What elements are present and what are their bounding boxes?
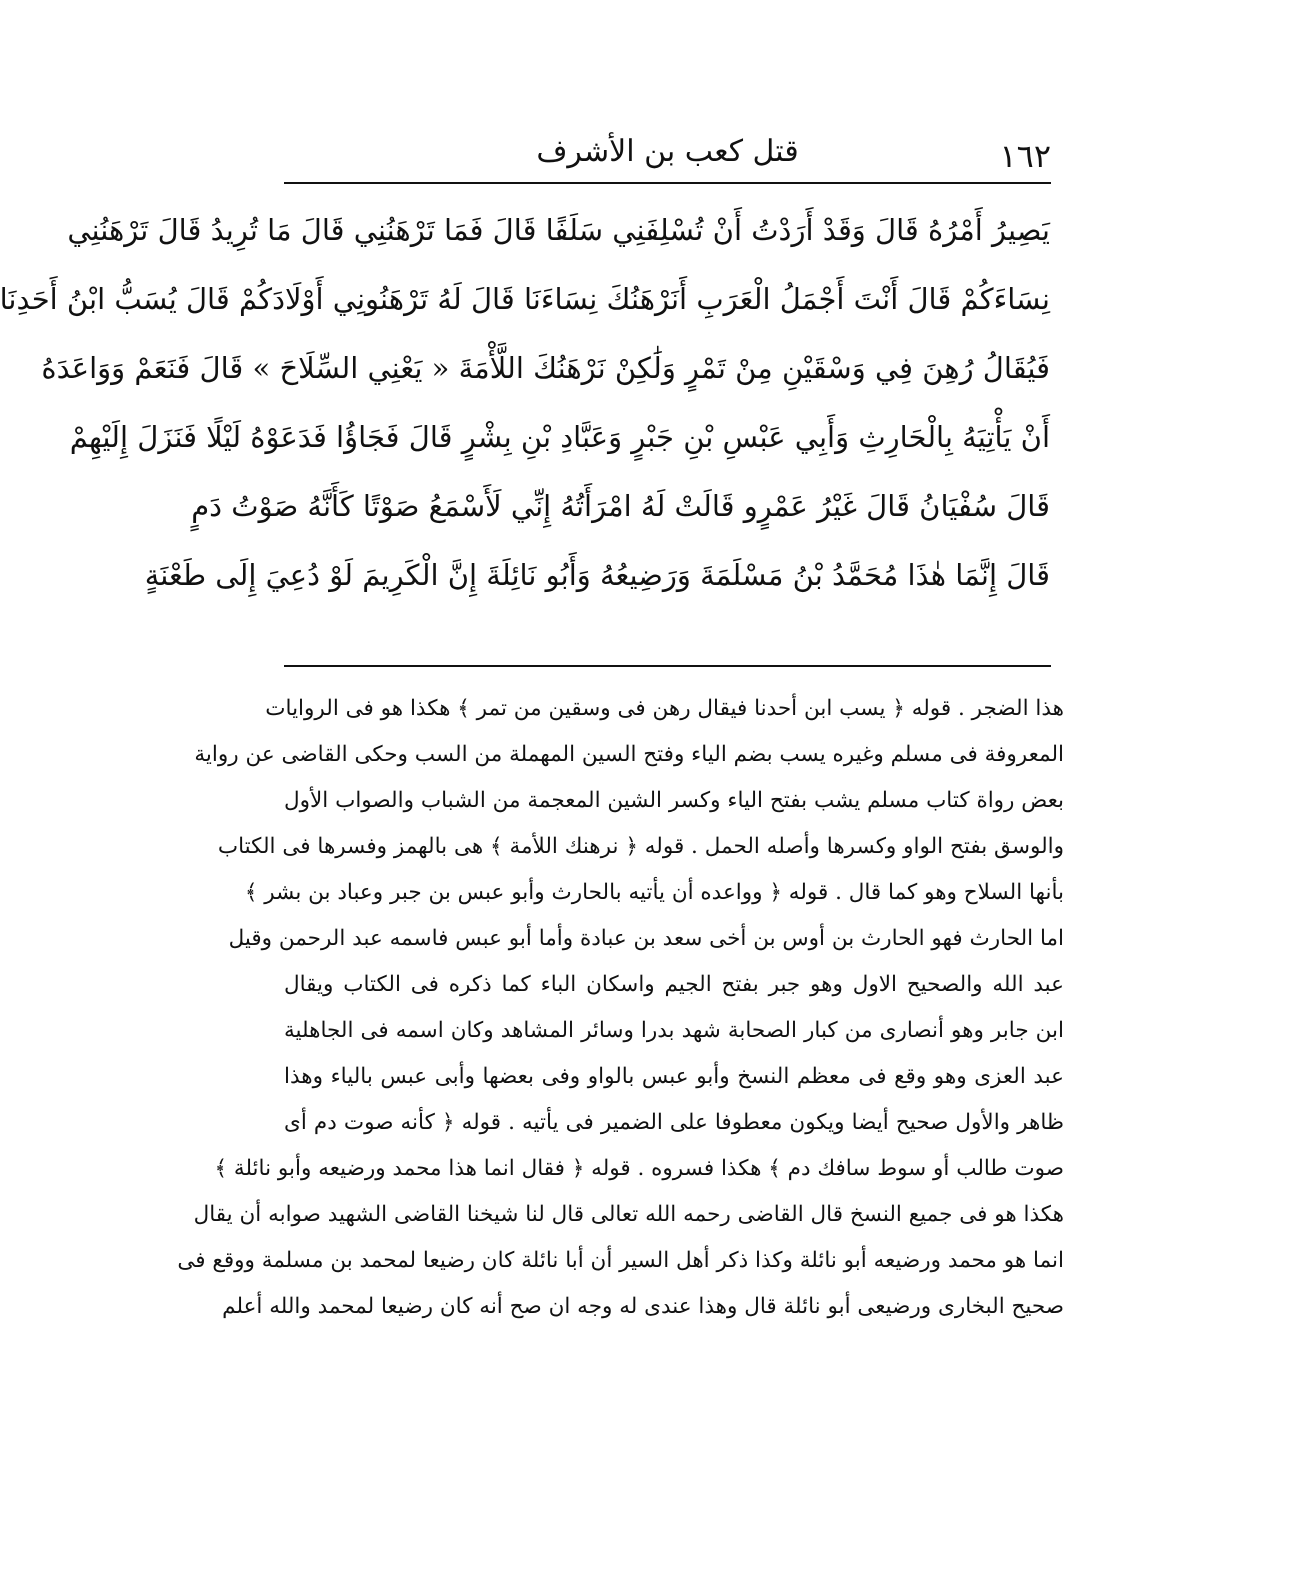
commentary-line: اما الحارث فهو الحارث بن أوس بن أخى سعد بن عبادة وأما أبو عبس فاسمه عبد الرحمن وقيل [228,926,1064,951]
hadith-line: يَصِيرُ أَمْرُهُ قَالَ وَقَدْ أَرَدْتُ أَنْ تُسْلِفَنِي سَلَفًا قَالَ فَمَا تَرْهَنُنِي قَالَ مَا تُرِيدُ قَالَ تَرْهَنُنِي [67,213,1050,247]
commentary-line: ابن جابر وهو أنصارى من كبار الصحابة شهد بدرا وسائر المشاهد وكان اسمه فى الجاهلية [284,1018,1064,1043]
commentary-line: عبد الله والصحيح الاول وهو جبر بفتح الجيم واسكان الباء كما ذكره فى الكتاب ويقال [284,972,1064,997]
hadith-line: قَالَ سُفْيَانُ قَالَ غَيْرُ عَمْرٍو قَالَتْ لَهُ امْرَأَتُهُ إِنِّي لَأَسْمَعُ صَوْتًا كَأَنَّهُ صَوْتُ دَمٍ [191,489,1050,523]
hadith-line: نِسَاءَكُمْ قَالَ أَنْتَ أَجْمَلُ الْعَرَبِ أَنَرْهَنُكَ نِسَاءَنَا قَالَ لَهُ تَرْهَنُونِي أَوْلَادَكُمْ قَالَ يُسَبُّ ابْنُ أَحَدِنَا [0,282,1050,316]
hadith-line: قَالَ إِنَّمَا هٰذَا مُحَمَّدُ بْنُ مَسْلَمَةَ وَرَضِيعُهُ وَأَبُو نَائِلَةَ إِنَّ الْكَرِيمَ لَوْ دُعِيَ إِلَى طَعْنَةٍ [144,558,1050,592]
commentary-line: والوسق بفتح الواو وكسرها وأصله الحمل . قوله ﴿ نرهنك اللأمة ﴾ هى بالهمز وفسرها فى الكتاب [217,834,1064,859]
commentary-line: هذا الضجر . قوله ﴿ يسب ابن أحدنا فيقال رهن فى وسقين من تمر ﴾ هكذا هو فى الروايات [265,696,1064,721]
chapter-title: قتل كعب بن الأشرف [536,134,799,169]
commentary-line: صحيح البخارى ورضيعى أبو نائلة قال وهذا عندى له وجه ان صح أنه كان رضيعا لمحمد والله أعلم [222,1294,1064,1319]
commentary-line: ظاهر والأول صحيح أيضا ويكون معطوفا على الضمير فى يأتيه . قوله ﴿ كأنه صوت دم أى [284,1110,1064,1135]
commentary-divider [284,665,1051,667]
commentary-line: صوت طالب أو سوط سافك دم ﴾ هكذا فسروه . قوله ﴿ فقال انما هذا محمد ورضيعه وأبو نائلة ﴾ [214,1156,1064,1181]
running-head [284,128,1051,180]
page-number: ١٦٢ [999,137,1051,175]
hadith-line: أَنْ يَأْتِيَهُ بِالْحَارِثِ وَأَبِي عَبْسِ بْنِ جَبْرٍ وَعَبَّادِ بْنِ بِشْرٍ قَالَ فَجَاؤُا فَدَعَوْهُ لَيْلًا فَنَزَلَ إِلَيْهِمْ [69,420,1050,454]
commentary-text-block [177,686,1064,1386]
commentary-line: هكذا هو فى جميع النسخ قال القاضى رحمه الله تعالى قال لنا شيخنا القاضى الشهيد صوابه أن يقال [193,1202,1064,1227]
commentary-line: انما هو محمد ورضيعه أبو نائلة وكذا ذكر أهل السير أن أبا نائلة كان رضيعا لمحمد بن مسلمة ووقع فى [177,1248,1064,1273]
header-divider [284,182,1051,184]
hadith-text-block [0,196,1050,656]
commentary-line: المعروفة فى مسلم وغيره يسب بضم الياء وفتح السين المهملة من السب وحكى القاضى عن رواية [194,742,1064,767]
hadith-line: فَيُقَالُ رُهِنَ فِي وَسْقَيْنِ مِنْ تَمْرٍ وَلَٰكِنْ نَرْهَنُكَ اللَّأْمَةَ « يَعْنِي السِّلَاحَ » قَالَ فَنَعَمْ وَوَاعَدَهُ [41,351,1050,385]
commentary-line: بأنها السلاح وهو كما قال . قوله ﴿ وواعده أن يأتيه بالحارث وأبو عبس بن جبر وعباد بن بشر ﴾ [244,880,1064,905]
commentary-line: بعض رواة كتاب مسلم يشب بفتح الياء وكسر الشين المعجمة من الشباب والصواب الأول [284,788,1064,813]
commentary-line: عبد العزى وهو وقع فى معظم النسخ وأبو عبس بالواو وفى بعضها وأبى عبس بالياء وهذا [284,1064,1064,1089]
